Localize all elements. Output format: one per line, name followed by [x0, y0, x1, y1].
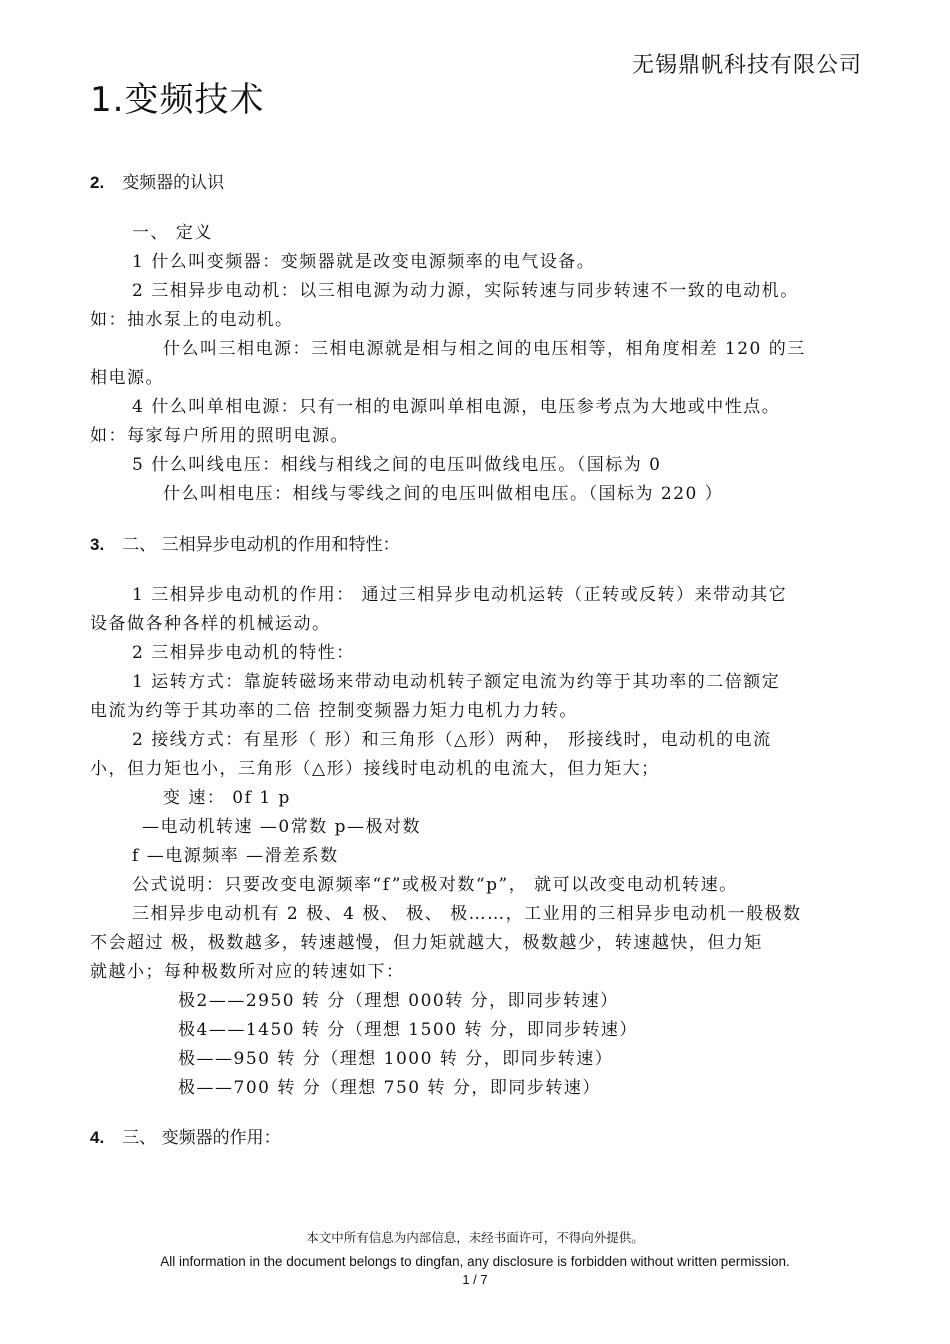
formula-legend: f —电源频率 —滑差系数	[132, 846, 339, 866]
paragraph-line: 5 什么叫线电压：相线与相线之间的电压叫做线电压。（国标为 0	[132, 455, 662, 475]
formula-line: 变 速： 0f 1 p	[163, 788, 291, 808]
document-title: 1.变频技术	[90, 80, 265, 120]
speed-list-item: 极2——2950 转 分（理想 000转 分，即同步转速）	[178, 991, 619, 1011]
paragraph-line: 相电源。	[90, 368, 164, 388]
section-number: 4.	[90, 1128, 105, 1147]
paragraph-line: 一、 定义	[132, 223, 213, 243]
paragraph-line: 4 什么叫单相电源：只有一相的电源叫单相电源，电压参考点为大地或中性点。	[132, 397, 781, 417]
paragraph-line: 2 三相异步电动机：以三相电源为动力源，实际转速与同步转速不一致的电动机。	[132, 281, 799, 301]
paragraph-line: 1 什么叫变频器：变频器就是改变电源频率的电气设备。	[132, 252, 596, 272]
footer-notice-cn: 本文中所有信息为内部信息，未经书面许可，不得向外提供。	[306, 1230, 644, 1245]
section-number: 2.	[90, 173, 105, 192]
section-heading	[90, 168, 224, 193]
paragraph-line: 2 接线方式：有星形（ 形）和三角形（△形）两种， 形接线时，电动机的电流	[132, 730, 772, 750]
paragraph-line: 什么叫三相电源：三相电源就是相与相之间的电压相等，相角度相差 120 的三	[163, 339, 806, 359]
speed-list-item: 极——700 转 分（理想 750 转 分，即同步转速）	[178, 1078, 601, 1098]
speed-list-item: 极4——1450 转 分（理想 1500 转 分，即同步转速）	[178, 1020, 638, 1040]
page-number: 1 / 7	[462, 1272, 488, 1287]
footer-notice-en: All information in the document belongs to dingfan, any disclosure is forbidden without written permission.	[160, 1254, 790, 1269]
company-name: 无锡鼎帆科技有限公司	[631, 53, 862, 78]
paragraph-line: 设备做各种各样的机械运动。	[90, 614, 331, 634]
paragraph-line: 1 运转方式：靠旋转磁场来带动电动机转子额定电流为约等于其功率的二倍额定	[132, 672, 781, 692]
speed-list-item: 极——950 转 分（理想 1000 转 分，即同步转速）	[178, 1049, 614, 1069]
paragraph-line: 公式说明：只要改变电源频率“f”或极对数“p”， 就可以改变电动机转速。	[132, 875, 738, 895]
paragraph-line: 不会超过 极，极数越多，转速越慢，但力矩就越大，极数越少，转速越快，但力矩	[90, 933, 763, 953]
section-title: 三、 变频器的作用：	[122, 1128, 281, 1148]
paragraph-line: 三相异步电动机有 2 极、4 极、 极、 极……，工业用的三相异步电动机一般极数	[132, 904, 802, 924]
section-heading	[90, 1123, 281, 1148]
section-number: 3.	[90, 535, 105, 554]
section-title: 二、 三相异步电动机的作用和特性：	[122, 535, 400, 555]
section-heading	[90, 530, 400, 555]
formula-legend: —电动机转速 —0常数 p—极对数	[142, 817, 422, 837]
paragraph-line: 电流为约等于其功率的二倍 控制变频器力矩力电机力力转。	[90, 701, 578, 721]
paragraph-line: 什么叫相电压：相线与零线之间的电压叫做相电压。（国标为 220 ）	[163, 484, 724, 504]
paragraph-line: 如：抽水泵上的电动机。	[90, 310, 294, 330]
paragraph-line: 小，但力矩也小，三角形（△形）接线时电动机的电流大，但力矩大；	[90, 759, 660, 779]
section-title: 变频器的认识	[122, 173, 225, 193]
paragraph-line: 如：每家每户所用的照明电源。	[90, 426, 349, 446]
paragraph-line: 2 三相异步电动机的特性：	[132, 643, 355, 663]
paragraph-line: 就越小；每种极数所对应的转速如下：	[90, 962, 405, 982]
paragraph-line: 1 三相异步电动机的作用： 通过三相异步电动机运转（正转或反转）来带动其它	[132, 585, 788, 605]
